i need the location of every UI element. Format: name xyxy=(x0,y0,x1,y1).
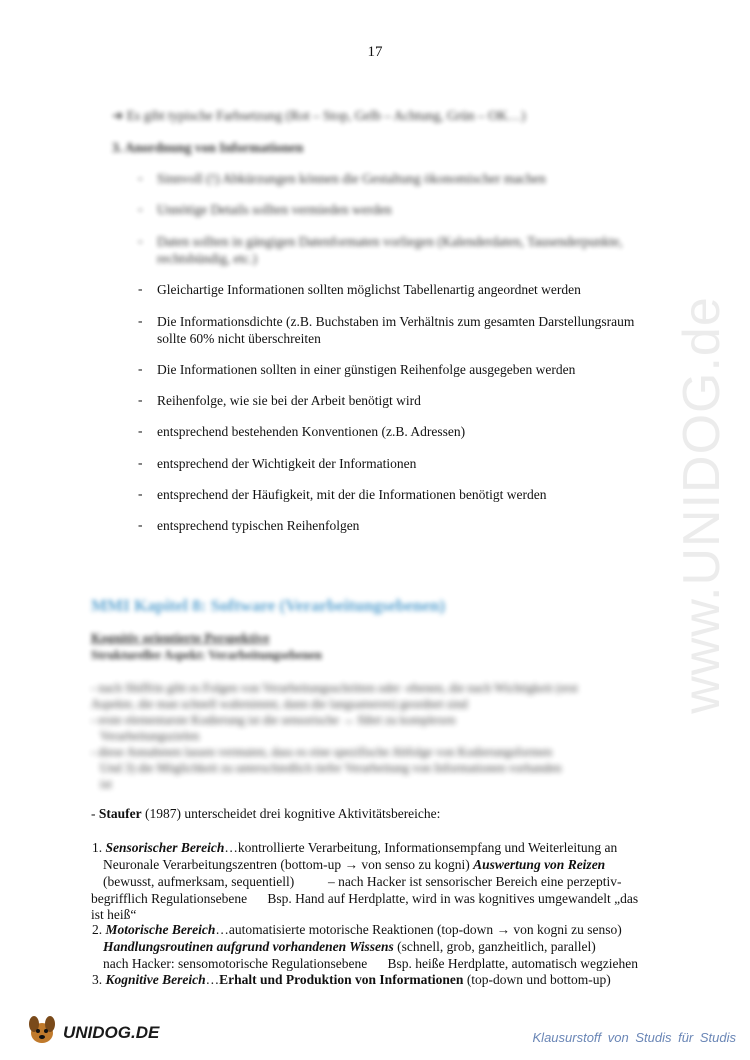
list-item: Die Informationsdichte (z.B. Buchstaben im Verhältnis zum gesamten Darstellungsraum xyxy=(157,314,635,329)
chapter-subheading: Kognitiv orientierte Perspektive xyxy=(91,630,270,645)
enum-line: (bewusst, aufmerksam, sequentiell) – nach Hacker ist sensorischer Bereich eine perzeptiv- xyxy=(103,874,622,889)
blurred-item: Daten sollten in gängigen Datenformaten vorliegen (Kalenderdaten, Tausenderpunkte, xyxy=(157,234,623,249)
list-item: entsprechend typischen Reihenfolgen xyxy=(157,518,360,533)
list-dash: - xyxy=(138,313,143,328)
chapter-subheading-2: Struktureller Aspekt: Verarbeitungsebenen xyxy=(91,648,322,662)
list-item: entsprechend bestehenden Konventionen (z.B. Adressen) xyxy=(157,424,466,439)
staufer-line: - Staufer (1987) unterscheidet drei kognitive Aktivitätsbereiche: xyxy=(91,806,441,821)
chapter-paragraph-line: - erste elementarste Kodierung ist die sensorische → führt zu komplexen xyxy=(91,713,456,727)
footer-tagline: Klausurstoff von Studis für Studis xyxy=(532,1030,736,1045)
footer-logo xyxy=(25,1014,159,1051)
list-dash: - xyxy=(138,170,143,185)
list-dash: - xyxy=(138,455,143,470)
blurred-item: Unnötige Details sollten vermieden werden xyxy=(157,202,392,217)
chapter-paragraph-line: Und 3) die Möglichkeit zu unterschiedlich tiefer Verarbeitung von Informationen vorhanden xyxy=(100,761,562,775)
chapter-paragraph-line: Aspekte, die man schnell wahrnimmt, dann die langsameren) geordnet sind xyxy=(91,697,468,711)
enum-line: begrifflich Regulationsebene Bsp. Hand auf Herdplatte, wird in was kognitives umgewandelt „das xyxy=(91,891,639,906)
footer-logo-text: UNIDOG.DE xyxy=(63,1022,160,1042)
chapter-paragraph-line: - diese Annahmen lassen vermuten, dass es eine spezifische Abfolge von Kodierungsformen xyxy=(91,745,552,759)
list-dash: - xyxy=(138,517,143,532)
list-item: Gleichartige Informationen sollten möglichst Tabellenartig angeordnet werden xyxy=(157,282,581,297)
section-heading: 3. Anordnung von Informationen xyxy=(112,140,304,155)
list-dash: - xyxy=(138,201,143,216)
list-dash: - xyxy=(138,361,143,376)
enum-line: Neuronale Verarbeitungszentren (bottom-up → von senso zu kogni) Auswertung von Reizen xyxy=(103,857,606,872)
enum-line: Handlungsroutinen aufgrund vorhandenen Wissens (schnell, grob, ganzheitlich, parallel) xyxy=(103,939,596,954)
list-dash: - xyxy=(138,486,143,501)
list-item: Reihenfolge, wie sie bei der Arbeit benötigt wird xyxy=(157,393,421,408)
blurred-item: Sinnvoll (!) Abkürzungen können die Gestaltung ökonomischer machen xyxy=(157,171,546,186)
list-dash: - xyxy=(138,392,143,407)
arrow-line: ➜ Es gibt typische Farbsetzung (Rot – Stop, Gelb – Achtung, Grün – OK…) xyxy=(112,108,526,123)
page-number: 17 xyxy=(367,44,383,60)
list-dash: - xyxy=(138,281,143,296)
list-item: sollte 60% nicht überschreiten xyxy=(157,331,321,346)
list-dash: - xyxy=(138,233,143,248)
list-dash: - xyxy=(138,423,143,438)
chapter-paragraph-line: - nach Shiffrin gibt es Folgen von Verarbeitungsschritten oder -ebenen, die nach Wichtigkeit (erst xyxy=(91,681,578,695)
watermark: www.UNIDOG.de xyxy=(673,296,731,714)
chapter-paragraph-line: Verarbeitungszielen xyxy=(100,729,200,743)
enum-line: 2. Motorische Bereich…automatisierte motorische Reaktionen (top-down → von kogni zu senso) xyxy=(92,922,622,937)
enum-line: 1. Sensorischer Bereich…kontrollierte Verarbeitung, Informationsempfang und Weiterleitung an xyxy=(92,840,618,855)
list-item: entsprechend der Wichtigkeit der Informationen xyxy=(157,456,417,471)
list-item: Die Informationen sollten in einer günstigen Reihenfolge ausgegeben werden xyxy=(157,362,576,377)
chapter-heading: MMI Kapitel 8: Software (Verarbeitungsebenen) xyxy=(91,596,446,615)
enum-line: ist heiß“ xyxy=(91,907,137,922)
blurred-item: rechtsbündig, etc.) xyxy=(157,251,258,266)
chapter-paragraph-line: ist xyxy=(100,777,112,791)
enum-line: 3. Kognitive Bereich…Erhalt und Produktion von Informationen (top-down und bottom-up) xyxy=(92,972,611,987)
list-item: entsprechend der Häufigkeit, mit der die Informationen benötigt werden xyxy=(157,487,547,502)
enum-line: nach Hacker: sensomotorische Regulationsebene Bsp. heiße Herdplatte, automatisch wegziehen xyxy=(103,956,638,971)
dog-icon xyxy=(25,1014,59,1051)
